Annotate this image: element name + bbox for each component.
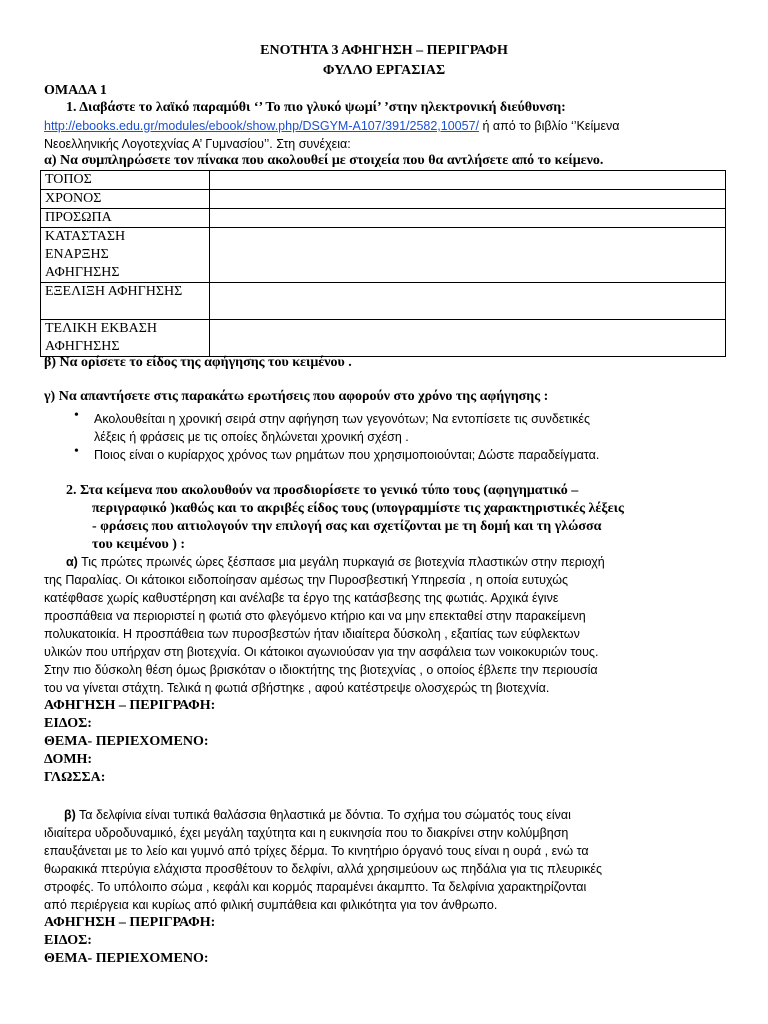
text-a-marker: α): [66, 555, 78, 569]
story-elements-table: [40, 170, 726, 357]
text-b-line-5: στροφές. Το υπόλοιπο σώμα , κεφάλι και κορμός παραμένει άκαμπτο. Τα δελφίνια χαρακτηρίζονται: [44, 880, 587, 894]
text-b-line-6: από περιέργεια και κυρίως από φιλική συμπάθεια και φιλικότητα για τον άνθρωπο.: [44, 898, 498, 912]
table-row: [41, 320, 726, 357]
answer-cell[interactable]: [210, 320, 726, 357]
text-b-line-1: [64, 806, 571, 824]
row-label-line: ΑΦΗΓΗΣΗΣ: [45, 339, 120, 354]
row-label: ΠΡΟΣΩΠΑ: [41, 209, 210, 228]
field-language: ΓΛΩΣΣΑ:: [44, 770, 106, 785]
task2-line-3: - φράσεις που αιτιολογούν την επιλογή σας και σχετίζονται με τη δομή και τη γλώσσα: [92, 519, 602, 534]
text-a-line-1: [66, 553, 605, 571]
question-b: β) Να ορίσετε το είδος της αφήγησης του κειμένου .: [44, 355, 352, 370]
field-narration-description: ΑΦΗΓΗΣΗ – ΠΕΡΙΓΡΑΦΗ:: [44, 698, 216, 713]
text-a-line-7: Στην πιο δύσκολη θέση όμως βρισκόταν ο ιδιοκτήτης της βιοτεχνίας , ο οποίος έβλεπε την περιουσία: [44, 663, 598, 677]
table-row: [41, 283, 726, 320]
answer-cell[interactable]: [210, 283, 726, 320]
text-a-line-3: κατέφθασε χωρίς καθυστέρηση και ανέλαβε τα έργο της κατάσβεσης της φωτιάς. Αρχικά έγινε: [44, 591, 559, 605]
field-narration-description-b: ΑΦΗΓΗΣΗ – ΠΕΡΙΓΡΑΦΗ:: [44, 915, 216, 930]
row-label: [41, 228, 210, 283]
table-row: [41, 228, 726, 283]
text-a-line-4: προσπάθεια να περιοριστεί η φωτιά στο φλεγόμενο κτήριο και να μην επεκταθεί στην παρακείμενη: [44, 609, 586, 623]
row-label-line: ΑΦΗΓΗΣΗΣ: [45, 265, 120, 280]
answer-cell[interactable]: [210, 209, 726, 228]
table-row: [41, 190, 726, 209]
text-b-line-4: θωρακικά πτερύγια ελάχιστα προσθέτουν το δελφίνι, αλλά χρησιμεύουν ως πηδάλια για τις πλευρικές: [44, 862, 603, 876]
text-a-line-6: υλικών που υπήρχαν στη βιοτεχνία. Οι κάτοικοι αγωνιούσαν για την ασφάλεια των νοικοκυριών τους.: [44, 645, 599, 659]
row-label-line: ΕΝΑΡΞΗΣ: [45, 247, 109, 262]
bullet-2-line-1: Ποιος είναι ο κυρίαρχος χρόνος των ρημάτων που χρησιμοποιούνται; Δώστε παραδείγματα.: [94, 448, 600, 462]
text-a-line-8: του να γίνεται στάχτη. Τελικά η φωτιά σβήστηκε , αφού κατέστρεψε ολοσχερώς τη βιοτεχνία.: [44, 681, 550, 695]
field-kind: ΕΙΔΟΣ:: [44, 716, 92, 731]
bullet-1-line-1: Ακολουθείται η χρονική σειρά στην αφήγηση των γεγονότων; Να εντοπίσετε τις συνδετικές: [94, 412, 590, 426]
field-theme: ΘΕΜΑ- ΠΕΡΙΕΧΟΜΕΝΟ:: [44, 734, 209, 749]
page-title: ΕΝΟΤΗΤΑ 3 ΑΦΗΓΗΣΗ – ΠΕΡΙΓΡΑΦΗ: [260, 43, 508, 58]
task2-line-4: του κειμένου ) :: [92, 537, 186, 552]
task1-intro: 1. Διαβάστε το λαϊκό παραμύθι ‘’ Το πιο γλυκό ψωμί’ ’στην ηλεκτρονική διεύθυνση:: [66, 100, 566, 115]
task1-line3: Νεοελληνικής Λογοτεχνίας Α’ Γυμνασίου’’. Στη συνέχεια:: [44, 137, 351, 151]
text-b-line-1-text: Τα δελφίνια είναι τυπικά θαλάσσια θηλαστικά με δόντια. Το σχήμα του σώματός τους είναι: [75, 808, 571, 822]
ebook-link[interactable]: http://ebooks.edu.gr/modules/ebook/show.php/DSGYM-A107/391/2582,10057/: [44, 119, 480, 133]
answer-cell[interactable]: [210, 190, 726, 209]
row-label: ΤΟΠΟΣ: [41, 171, 210, 190]
text-a-line-1-text: Τις πρώτες πρωινές ώρες ξέσπασε μια μεγάλη πυρκαγιά σε βιοτεχνία πλαστικών στην περιοχή: [77, 555, 605, 569]
bullet-dot: •: [74, 408, 79, 423]
page-subtitle: ΦΥΛΛΟ ΕΡΓΑΣΙΑΣ: [322, 63, 446, 78]
row-label: ΕΞΕΛΙΞΗ ΑΦΗΓΗΣΗΣ: [41, 283, 210, 320]
answer-cell[interactable]: [210, 171, 726, 190]
group-heading: ΟΜΑΔΑ 1: [44, 83, 107, 98]
row-label: [41, 320, 210, 357]
question-a: α) Να συμπληρώσετε τον πίνακα που ακολουθεί με στοιχεία που θα αντλήσετε από το κείμενο.: [44, 153, 604, 168]
bullet-dot: •: [74, 444, 79, 459]
text-a-line-2: της Παραλίας. Οι κάτοικοι ειδοποίησαν αμέσως την Πυροσβεστική Υπηρεσία , η οποία ευτυχώς: [44, 573, 569, 587]
link-continuation: ή από το βιβλίο ‘’Κείμενα: [479, 119, 620, 133]
task1-source-line: [44, 117, 620, 135]
field-theme-b: ΘΕΜΑ- ΠΕΡΙΕΧΟΜΕΝΟ:: [44, 951, 209, 966]
row-label-line: ΤΕΛΙΚΗ ΕΚΒΑΣΗ: [45, 321, 158, 336]
row-label: ΧΡΟΝΟΣ: [41, 190, 210, 209]
text-b-line-2: ιδιαίτερα υδροδυναμικό, έχει μεγάλη ταχύτητα και η ευκινησία που το διακρίνει στην κολύμβηση: [44, 826, 569, 840]
table-row: [41, 171, 726, 190]
text-a-line-5: πολυκατοικία. Η προσπάθεια των πυροσβεστών ήταν ιδιαίτερα δύσκολη , εξαιτίας των εύφλεκτων: [44, 627, 580, 641]
field-kind-b: ΕΙΔΟΣ:: [44, 933, 92, 948]
text-b-line-3: επαυξάνεται με το λείο και γυμνό από τρίχες δέρμα. Το κινητήριο όργανό τους είναι η ουρά , ενώ τα: [44, 844, 589, 858]
task2-line-2: περιγραφικό )καθώς και το ακριβές είδος τους (υπογραμμίστε τις χαρακτηριστικές λέξεις: [92, 501, 624, 516]
text-b-marker: β): [64, 808, 76, 822]
table-row: [41, 209, 726, 228]
row-label-line: ΚΑΤΑΣΤΑΣΗ: [45, 229, 126, 244]
bullet-1-line-2: λέξεις ή φράσεις με τις οποίες δηλώνεται χρονική σχέση .: [94, 430, 409, 444]
task2-line-1: 2. Στα κείμενα που ακολουθούν να προσδιορίσετε το γενικό τύπο τους (αφηγηματικό –: [66, 483, 579, 498]
field-structure: ΔΟΜΗ:: [44, 752, 93, 767]
question-c: γ) Να απαντήσετε στις παρακάτω ερωτήσεις που αφορούν στο χρόνο της αφήγησης :: [44, 389, 549, 404]
answer-cell[interactable]: [210, 228, 726, 283]
